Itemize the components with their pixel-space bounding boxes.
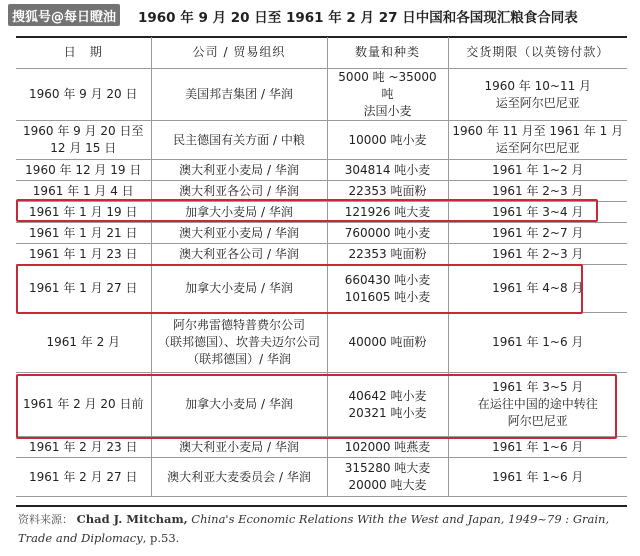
- table-title: 1960 年 9 月 20 日至 1961 年 2 月 27 日中国和各国现汇粮食合同表: [138, 10, 578, 26]
- term-line: 1961 年 1~6 月: [492, 439, 584, 454]
- term-line: 1961 年 3~5 月: [492, 380, 584, 394]
- cell-quantity: [327, 202, 448, 223]
- cell-company: 澳大利亚各公司 / 华润: [151, 181, 327, 202]
- cell-date: 1961 年 1 月 4 日: [16, 181, 151, 202]
- term-line: 运至阿尔巴尼亚: [495, 141, 580, 155]
- cell-term: [448, 373, 627, 437]
- table-row: [16, 373, 627, 437]
- cell-date: 1960 年 9 月 20 日至 12 月 15 日: [16, 121, 151, 160]
- cell-date: 1961 年 1 月 23 日: [16, 244, 151, 265]
- quantity-line: 22353 吨面粉: [348, 183, 427, 198]
- cell-term: [448, 160, 627, 181]
- cell-term: [448, 244, 627, 265]
- cell-term: [448, 458, 627, 497]
- cell-term: [448, 265, 627, 313]
- cell-quantity: [327, 313, 448, 373]
- source-note: [18, 510, 628, 548]
- table-row: [16, 69, 627, 121]
- cell-quantity: [327, 121, 448, 160]
- term-line: 1960 年 11 月至 1961 年 1 月: [452, 124, 624, 138]
- cell-company: 澳大利亚大麦委员会 / 华润: [151, 458, 327, 497]
- cell-quantity: [327, 437, 448, 458]
- cell-company: 美国邦吉集团 / 华润: [151, 69, 327, 121]
- cell-term: [448, 202, 627, 223]
- header-quantity: 数量和种类: [327, 37, 448, 69]
- quantity-line: 660430 吨小麦: [344, 272, 431, 287]
- cell-company: 加拿大小麦局 / 华润: [151, 202, 327, 223]
- quantity-line: 10000 吨小麦: [348, 132, 427, 147]
- table-row: [16, 121, 627, 160]
- header-term: 交货期限（以英镑付款）: [448, 37, 627, 69]
- cell-term: [448, 69, 627, 121]
- term-line: 1961 年 1~6 月: [492, 335, 584, 349]
- quantity-line: 40642 吨小麦: [348, 388, 427, 403]
- table-row: [16, 181, 627, 202]
- cell-company: 澳大利亚小麦局 / 华润: [151, 160, 327, 181]
- quantity-line: 22353 吨面粉: [348, 246, 427, 261]
- quantity-line: 20000 吨大麦: [348, 478, 427, 492]
- table-row: [16, 265, 627, 313]
- cell-term: [448, 223, 627, 244]
- term-line: 1961 年 3~4 月: [492, 204, 584, 219]
- cell-date: 1961 年 2 月: [16, 313, 151, 373]
- quantity-line: 304814 吨小麦: [344, 162, 431, 177]
- cell-company: 澳大利亚各公司 / 华润: [151, 244, 327, 265]
- cell-quantity: [327, 458, 448, 497]
- cell-company: 阿尔弗雷德特普费尔公司 （联邦德国）、坎普夫迈尔公司 （联邦德国）/ 华润: [151, 313, 327, 373]
- quantity-line: 法国小麦: [363, 104, 412, 118]
- title-bar: [0, 0, 640, 30]
- term-line: 运至阿尔巴尼亚: [495, 95, 580, 110]
- cell-term: [448, 313, 627, 373]
- term-line: 1961 年 2~7 月: [492, 225, 584, 240]
- source-label: 资料来源：: [18, 513, 73, 526]
- cell-company: 加拿大小麦局 / 华润: [151, 373, 327, 437]
- cell-date: 1960 年 9 月 20 日: [16, 69, 151, 121]
- term-line: 在运往中国的途中转往: [477, 397, 598, 411]
- cell-company: 民主德国有关方面 / 中粮: [151, 121, 327, 160]
- cell-company: 加拿大小麦局 / 华润: [151, 265, 327, 313]
- source-book: China's Economic Relations With the West and Japan, 1949~79 : Grain, Trade and Diplomacy: [18, 512, 610, 545]
- cell-term: [448, 181, 627, 202]
- table-row: [16, 202, 627, 223]
- term-line: 1961 年 1~2 月: [492, 162, 584, 177]
- quantity-line: 101605 吨小麦: [344, 289, 431, 304]
- table-row: [16, 313, 627, 373]
- cell-date: 1961 年 1 月 21 日: [16, 223, 151, 244]
- term-line: 1961 年 1~6 月: [492, 469, 584, 484]
- quantity-line: 40000 吨面粉: [348, 335, 427, 349]
- table-row: [16, 244, 627, 265]
- table-row: [16, 223, 627, 244]
- quantity-line: 760000 吨小麦: [344, 225, 431, 240]
- source-page: , p.53.: [142, 531, 180, 545]
- watermark: 搜狐号@每日瞪油: [8, 4, 120, 26]
- quantity-line: 121926 吨大麦: [344, 204, 431, 219]
- cell-quantity: [327, 160, 448, 181]
- cell-quantity: [327, 69, 448, 121]
- header-company: 公司 / 贸易组织: [151, 37, 327, 69]
- cell-date: 1960 年 12 月 19 日: [16, 160, 151, 181]
- bottom-rule: [16, 505, 627, 507]
- term-line: 1961 年 2~3 月: [492, 246, 584, 261]
- table-row: [16, 437, 627, 458]
- header-row: [16, 37, 627, 69]
- cell-company: 澳大利亚小麦局 / 华润: [151, 437, 327, 458]
- cell-date: 1961 年 2 月 27 日: [16, 458, 151, 497]
- term-line: 1961 年 4~8 月: [492, 281, 584, 295]
- cell-company: 澳大利亚小麦局 / 华润: [151, 223, 327, 244]
- quantity-line: 315280 吨大麦: [344, 461, 431, 475]
- term-line: 1960 年 10~11 月: [484, 78, 592, 93]
- cell-quantity: [327, 265, 448, 313]
- contract-table: [16, 37, 627, 497]
- cell-date: 1961 年 1 月 27 日: [16, 265, 151, 313]
- cell-quantity: [327, 244, 448, 265]
- cell-term: [448, 121, 627, 160]
- header-date: 日 期: [16, 37, 151, 69]
- cell-quantity: [327, 181, 448, 202]
- cell-quantity: [327, 223, 448, 244]
- cell-date: 1961 年 2 月 23 日: [16, 437, 151, 458]
- cell-date: 1961 年 2 月 20 日前: [16, 373, 151, 437]
- term-line: 阿尔巴尼亚: [507, 414, 568, 428]
- quantity-line: 20321 吨小麦: [348, 405, 427, 420]
- table-row: [16, 160, 627, 181]
- source-author: Chad J. Mitcham,: [76, 512, 188, 526]
- table-row: [16, 458, 627, 497]
- cell-date: 1961 年 1 月 19 日: [16, 202, 151, 223]
- quantity-line: 102000 吨燕麦: [344, 439, 431, 454]
- cell-quantity: [327, 373, 448, 437]
- term-line: 1961 年 2~3 月: [492, 183, 584, 198]
- quantity-line: 5000 吨 ~35000 吨: [338, 70, 437, 101]
- cell-term: [448, 437, 627, 458]
